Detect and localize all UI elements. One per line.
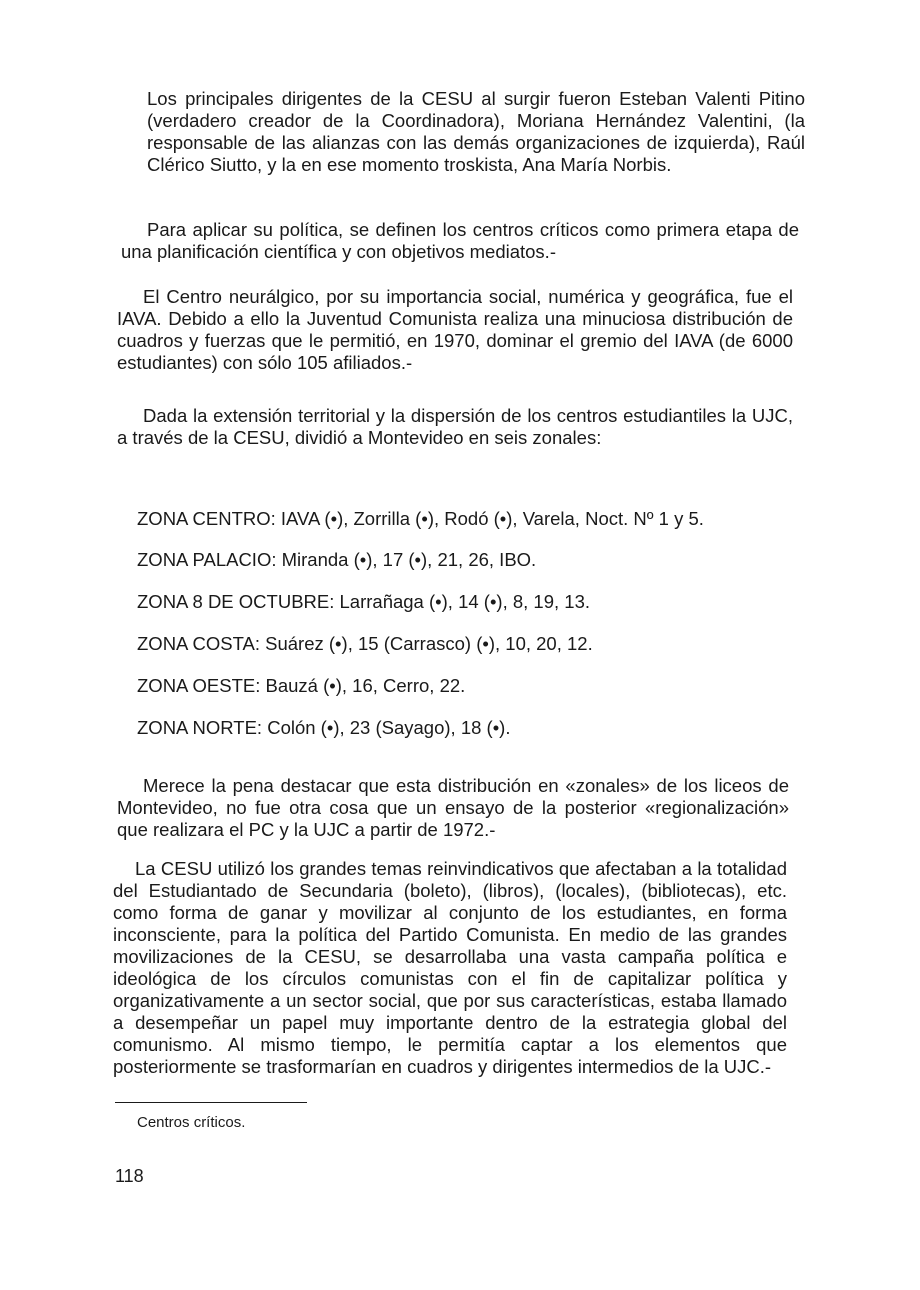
paragraph-zonal-distribution: Merece la pena destacar que esta distribución en «zonales» de los liceos de Montevideo, no fue otra cosa que un ensayo de la posterior «regionalización» que realizara el PC y la UJC a partir de 1972.- bbox=[117, 775, 789, 840]
paragraph-iava-center: El Centro neurálgico, por su importancia social, numérica y geográfica, fue el IAVA. Debido a ello la Juventud Comunista realiza una minuciosa distribución de cuadros y fuerzas que le permitió, en 1970, dominar el gremio del IAVA (de 6000 estudiantes) con sólo 105 afiliados.- bbox=[117, 286, 793, 373]
footnote: Centros críticos. bbox=[137, 1114, 246, 1131]
zone-palacio: ZONA PALACIO: Miranda (•), 17 (•), 21, 26, IBO. bbox=[137, 549, 537, 570]
zone-norte: ZONA NORTE: Colón (•), 23 (Sayago), 18 (•). bbox=[137, 717, 511, 738]
paragraph-cesu-themes: La CESU utilizó los grandes temas reinvindicativos que afectaban a la totalidad del Estudiantado de Secundaria (boleto), (libros), (locales), (bibliotecas), etc. como forma de ganar y movilizar al conjunto de los estudiantes, en forma inconsciente, para la política del Partido Comunista. En medio de las grandes movilizaciones de la CESU, se desarrollaba una vasta campaña política e ideológica de los círculos comunistas con el fin de capitalizar política y organizativamente a un sector social, que por sus características, estaba llamado a desempeñar un papel muy importante dentro de la estrategia global del comunismo. Al mismo tiempo, le permitía captar a los elementos que posteriormente se trasformarían en cuadros y dirigentes intermedios de la UJC.- bbox=[113, 858, 787, 1077]
paragraph-cesu-leaders: Los principales dirigentes de la CESU al surgir fueron Esteban Valenti Pitino (verdadero creador de la Coordinadora), Moriana Hernández Valentini, (la responsable de las alianzas con las demás organizaciones de izquierda), Raúl Clérico Siutto, y la en ese momento troskista, Ana María Norbis. bbox=[147, 88, 805, 175]
zone-oeste: ZONA OESTE: Bauzá (•), 16, Cerro, 22. bbox=[137, 675, 466, 696]
page-number: 118 bbox=[115, 1166, 144, 1186]
zone-8-de-octubre: ZONA 8 DE OCTUBRE: Larrañaga (•), 14 (•), 8, 19, 13. bbox=[137, 591, 591, 612]
footnote-separator bbox=[115, 1102, 307, 1103]
zone-costa: ZONA COSTA: Suárez (•), 15 (Carrasco) (•), 10, 20, 12. bbox=[137, 633, 593, 654]
paragraph-critical-centers: Para aplicar su política, se definen los centros críticos como primera etapa de una planificación científica y con objetivos mediatos.- bbox=[121, 219, 799, 262]
zone-centro: ZONA CENTRO: IAVA (•), Zorrilla (•), Rodó (•), Varela, Noct. Nº 1 y 5. bbox=[137, 508, 704, 529]
paragraph-zonal-division: Dada la extensión territorial y la dispersión de los centros estudiantiles la UJC, a través de la CESU, dividió a Montevideo en seis zonales: bbox=[117, 405, 793, 448]
